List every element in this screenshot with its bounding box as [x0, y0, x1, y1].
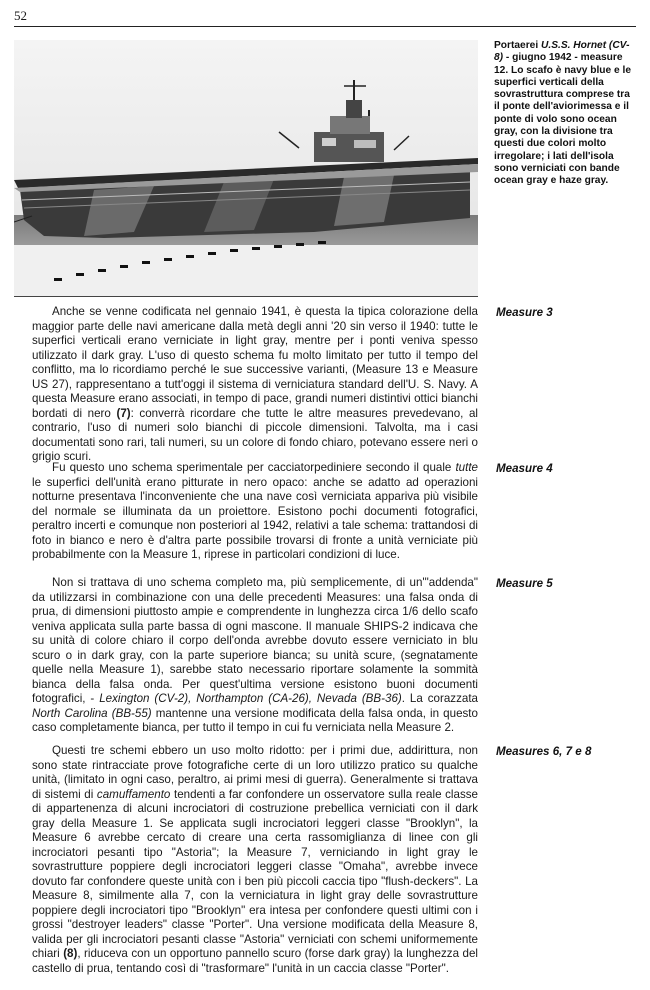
body-ship-names: Lexington (CV-2), Northampton (CA-26), Nevada (BB-36)	[99, 692, 402, 705]
body-emphasis: tutte	[455, 461, 478, 474]
caption-ship-name: U.S.S. Hornet (CV-8)	[494, 40, 630, 64]
photo-caption	[494, 40, 636, 188]
body-text: Anche se venne codificata nel gennaio 1941, è questa la tipica colorazione della maggior parte delle navi americane dalla metà degli anni '20 sin verso il 1940: tutte le superfici verticali erano verniciate in light gray, mentre per i ponti veniva spesso utilizzato il dark gray. L'uso di questo schema fu molto limitato per tutto il tempo del conflitto, ma lo ricordiamo perché le sue successive varianti, (Measure 13 e Measure US 27), rappresentano a tutt'oggi il sistema di verniciatura standard dell'U. S. Navy. A questa Measure erano associati, in tempo di pace, grandi numeri distintivi ottici bianchi bordati di nero	[32, 305, 478, 420]
body-ref: (8)	[63, 947, 78, 960]
body-text: tendenti a far confondere un osservatore sulla reale classe di appartenenza di alcuni incrociatori di costruzione prebellica verniciati con il dark gray della Measure 1. Se applicata sugli incrociatori leggeri classe "Brooklyn", la Measure 6 avrebbe cercato di creare una certa rassomiglianza di linee con gli incrociatori pesanti tipo "Astoria"; la Measure 7, verniciando in light gray le sovrastrutture poppiere degli incrociatori leggeri classe "Omaha", avrebbe invece dovuto far confondere queste unità con i ben più piccoli caccia tipo "flush-deckers". La Measure 8, similmente alla 7, con la verniciatura in light gray delle sovrastrutture poppiere degli incrociatori tipo "Brooklyn" era intesa per confondere questi ultimi con i grossi "destroyer leaders" classe "Porter". Una versione modificata della Measure 8, valida per gli incrociatori pesanti classe "Astoria" verniciati con schemi uniformemente chiari	[32, 787, 478, 960]
section-body-measure-3	[32, 305, 478, 465]
body-text: . La corazzata	[401, 692, 478, 705]
section-heading-measure-5: Measure 5	[496, 577, 553, 590]
section-heading-measures-6-7-8: Measures 6, 7 e 8	[496, 745, 592, 758]
body-ref: (7)	[116, 406, 131, 420]
body-text: Fu questo uno schema sperimentale per cacciatorpediniere secondo il quale	[52, 461, 456, 474]
page-number: 52	[14, 8, 27, 23]
section-body-measure-5	[32, 576, 478, 736]
caption-part: - giugno 1942 - measure 12. Lo scafo è navy blue e le superfici verticali della sovrastruttura comprese tra il ponte dell'aviorimessa e il ponte di volo sono ocean gray, con la divisione tra questi due colori molto irregolare; i lati dell'isola sono verniciati con bande ocean gray e haze gray.	[494, 52, 632, 187]
section-body-measures-6-7-8	[32, 744, 478, 976]
body-emphasis: camuffamento	[96, 787, 171, 801]
body-text: : converrà ricordare che tutte le altre measures prevedevano, al contrario, l'uso di numeri solo bianchi di piccole dimensioni. Talvolta, ma i casi documentati sono rari, tali numeri, su un colore di fondo chiaro, potevano essere neri o grigio scuri.	[32, 406, 478, 463]
aircraft-carrier-photo	[14, 40, 478, 297]
section-heading-measure-4: Measure 4	[496, 462, 553, 475]
caption-part: Portaerei	[494, 40, 541, 51]
section-heading-measure-3: Measure 3	[496, 306, 553, 319]
body-ship-names: North Carolina (BB-55)	[32, 706, 152, 720]
body-text: mantenne una versione modificata della falsa onda, in questo caso completamente bianca, per tutto il tempo in cui fu verniciata nella Measure 2.	[32, 706, 478, 734]
section-body-measure-4	[32, 461, 478, 563]
header-rule	[14, 26, 636, 27]
body-text: Non si trattava di uno schema completo ma, più semplicemente, di un'"addenda" da utilizzarsi in combinazione con una delle precedenti Measures: una falsa onda di prua, di dimensioni piuttosto ampie e comprendente in lunghezza circa 1/6 dello scafo veniva applicata sulla parte bassa di ogni mascone. Il manuale SHIPS-2 indicava che su unità di colore chiaro il corpo dell'onda avrebbe dovuto essere verniciato in blu scuro o in dark gray, con la parte superiore bianca; su unità scure, (segnatamente quelle nella Measure 1), sarebbe stato necessario riportare solamente la sommità bianca della falsa onda. Per quest'ultima versione esistono buoni documenti fotografici, -	[32, 576, 478, 705]
carrier-illustration	[14, 40, 478, 296]
body-text: Questi tre schemi ebbero un uso molto ridotto: per i primi due, addirittura, non sono state rintracciate prove fotografiche certe di un loro utilizzo pratico su qualche unità, (limitato in ogni caso, peraltro, ai primi mesi di guerra). Generalmente si trattava di sistemi di	[32, 744, 478, 801]
body-text: , riduceva con un opportuno pannello scuro (forse dark gray) la lunghezza del castello di prua, tentando così di "trasformare" l'unità in un caccia classe "Porter".	[32, 947, 478, 975]
body-text: le superfici dell'unità erano pitturate in nero opaco: anche se adatto ad operazioni notturne presentava l'inconveniente che una nave così verniciata appariva più visibile del normale se illuminata da un proiettore. Esistono pochi documenti fotografici, peraltro incerti e comunque non posteriori al 1942, relativi a tale schema: trattandosi di foto in bianco e nero è d'altra parte possibile trovarsi di fronte a unità verniciate più probabilmente con la Measure 1, riprese in particolari condizioni di luce.	[32, 475, 478, 561]
